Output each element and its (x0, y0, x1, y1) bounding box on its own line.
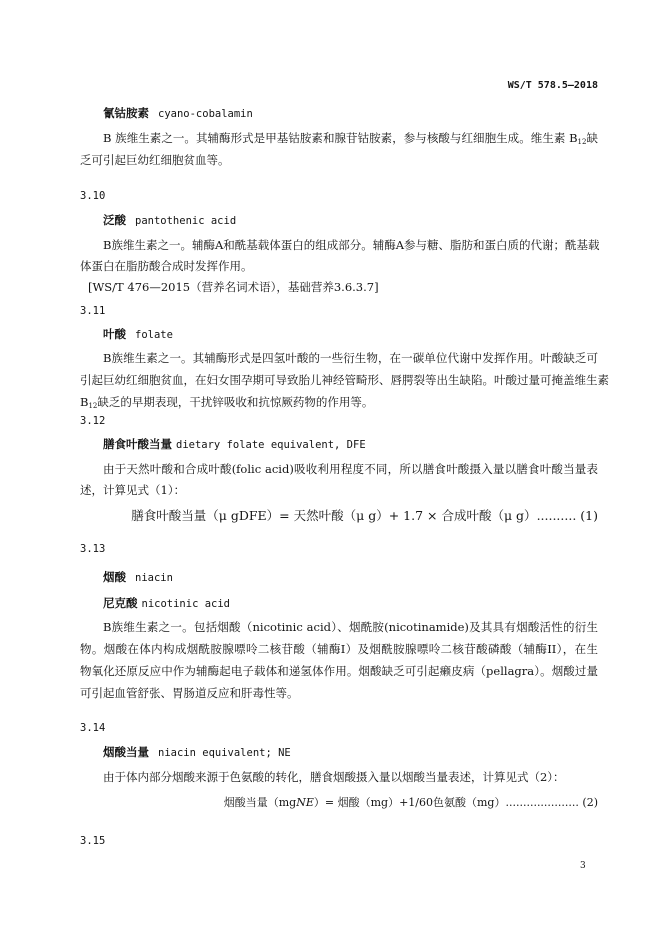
source-reference: [WS/T 476—2015（营养名词术语），基础营养3.6.3.7] (88, 280, 379, 294)
formula-1 (131, 507, 598, 525)
definition-line: 乏可引起巨幼红细胞贫血等。 (80, 153, 230, 167)
definition-line: 述，计算见式（1）： (80, 483, 186, 497)
term-zh: 叶酸 (103, 327, 126, 341)
section-number: 3.10 (80, 190, 106, 202)
term-pantothenic-acid (103, 213, 236, 228)
term-cyanocobalamin (103, 106, 253, 121)
formula-leader: ..................... (505, 796, 579, 809)
subscript: 12 (88, 402, 98, 410)
definition-line: 物氧化还原反应中作为辅酶起电子载体和递氢体作用。烟酸缺乏可引起癞皮病（pellagra）。烟酸过量 (80, 664, 598, 678)
alt-term-en: nicotinic acid (141, 598, 231, 610)
formula-number: (2) (582, 796, 598, 809)
formula-expression: 烟酸当量（mg (223, 796, 297, 809)
term-niacin-equivalent (103, 745, 291, 760)
definition-text: 缺 (586, 131, 598, 145)
term-zh: 泛酸 (103, 213, 126, 227)
formula-italic-unit: NE (296, 796, 314, 809)
term-en: niacin (135, 572, 173, 584)
term-zh: 氰钴胺素 (103, 106, 149, 120)
definition-line (80, 395, 373, 409)
definition-line: B族维生素之一。辅酶A和酰基载体蛋白的组成部分。辅酶A参与糖、脂肪和蛋白质的代谢；酰基载 (103, 238, 600, 252)
standard-number-header: WS/T 578.5—2018 (507, 80, 598, 91)
definition-line: 可引起血管舒张、胃肠道反应和肝毒性等。 (80, 686, 299, 700)
term-en: folate (135, 329, 173, 341)
term-folate (103, 327, 173, 342)
definition-line: 引起巨幼红细胞贫血，在妇女围孕期可导致胎儿神经管畸形、唇腭裂等出生缺陷。叶酸过量可掩盖维生素 (80, 373, 609, 387)
formula-number: (1) (580, 508, 598, 523)
section-number: 3.12 (80, 415, 106, 427)
definition-text: B (80, 395, 89, 409)
term-dietary-folate-equivalent (103, 437, 366, 452)
formula-expression: 膳食叶酸当量（μ gDFE）= 天然叶酸（μ g）+ 1.7 × 合成叶酸（μ g） (131, 508, 537, 523)
term-zh: 烟酸当量 (103, 745, 149, 759)
definition-text: B 族维生素之一。其辅酶形式是甲基钴胺素和腺苷钴胺素，参与核酸与红细胞生成。维生素 B (103, 131, 578, 145)
definition-line (103, 131, 598, 145)
formula-2 (224, 795, 598, 811)
definition-line: 由于天然叶酸和合成叶酸(folic acid)吸收利用程度不同，所以膳食叶酸摄入量以膳食叶酸当量表 (103, 462, 598, 476)
definition-line: 体蛋白在脂肪酸合成时发挥作用。 (80, 259, 253, 273)
term-en: cyano-cobalamin (158, 108, 253, 120)
alt-term-zh: 尼克酸 (103, 596, 138, 610)
section-number: 3.14 (80, 722, 106, 734)
definition-line: B族维生素之一。包括烟酸（nicotinic acid）、烟酰胺(nicotinamide)及其具有烟酸活性的衍生 (103, 620, 598, 634)
term-en: dietary folate equivalent, DFE (176, 439, 366, 451)
definition-line: 物。烟酸在体内构成烟酰胺腺嘌呤二核苷酸（辅酶I）及烟酰胺腺嘌呤二核苷酸磷酸（辅酶II），在生 (80, 642, 598, 656)
term-zh: 膳食叶酸当量 (103, 437, 172, 451)
definition-text: 缺乏的早期表现，干扰锌吸收和抗惊厥药物的作用等。 (97, 395, 374, 409)
section-number: 3.15 (80, 835, 106, 847)
term-en: niacin equivalent; NE (158, 747, 291, 759)
term-zh: 烟酸 (103, 570, 126, 584)
definition-line: 由于体内部分烟酸来源于色氨酸的转化，膳食烟酸摄入量以烟酸当量表述，计算见式（2）： (103, 770, 565, 784)
page-number: 3 (580, 861, 586, 871)
formula-leader: .......... (536, 508, 577, 523)
term-nicotinic-acid (103, 596, 230, 611)
subscript: 12 (577, 138, 587, 146)
formula-expression: ）= 烟酸（mg）+1/60色氨酸（mg） (313, 796, 506, 809)
section-number: 3.11 (80, 305, 106, 317)
term-en: pantothenic acid (135, 215, 237, 227)
section-number: 3.13 (80, 543, 106, 555)
definition-line: B族维生素之一。其辅酶形式是四氢叶酸的一些衍生物，在一碳单位代谢中发挥作用。叶酸缺乏可 (103, 351, 598, 365)
term-niacin (103, 570, 173, 585)
